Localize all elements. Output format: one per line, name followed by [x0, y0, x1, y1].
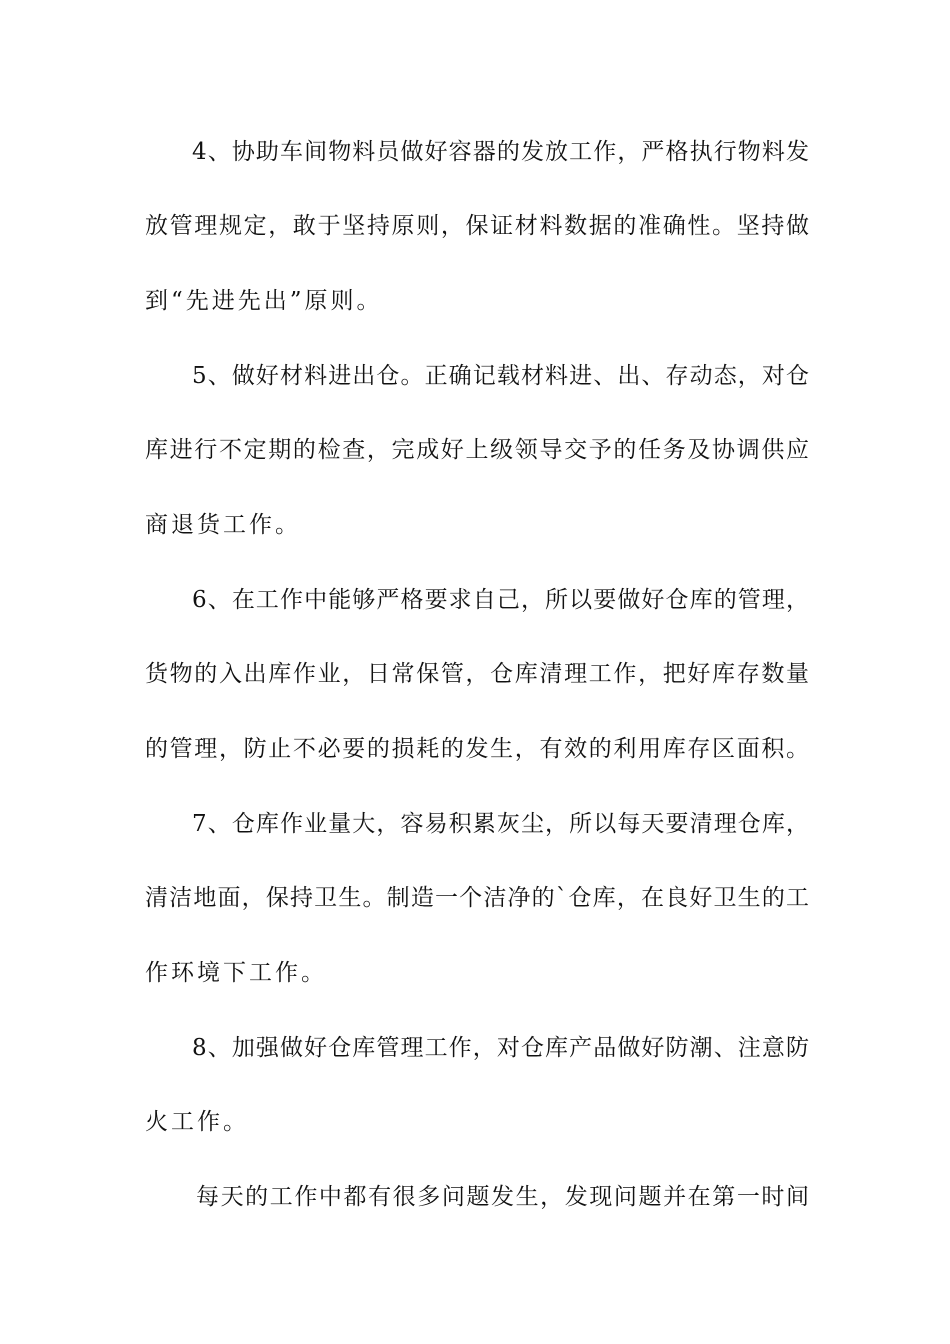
paragraph-7-line-3: 作环境下工作。 — [145, 960, 327, 986]
paragraph-4-line-3: 到“先进先出”原则。 — [145, 288, 383, 314]
paragraph-6-line-1: 6、在工作中能够严格要求自己，所以要做好仓库的管理， — [192, 587, 809, 613]
paragraph-7-line-1: 7、仓库作业量大，容易积累灰尘，所以每天要清理仓库， — [192, 811, 809, 837]
paragraph-5-line-1: 5、做好材料进出仓。正确记载材料进、出、存动态，对仓 — [192, 363, 809, 389]
paragraph-4-line-2: 放管理规定，敢于坚持原则，保证材料数据的准确性。坚持做 — [145, 213, 809, 239]
paragraph-9-line-1: 每天的工作中都有很多问题发生，发现问题并在第一时间 — [196, 1184, 809, 1210]
paragraph-8-line-1: 8、加强做好仓库管理工作，对仓库产品做好防潮、注意防 — [192, 1035, 809, 1061]
paragraph-7-line-2: 清洁地面，保持卫生。制造一个洁净的`仓库，在良好卫生的工 — [145, 885, 809, 911]
paragraph-5-line-2: 库进行不定期的检查，完成好上级领导交予的任务及协调供应 — [145, 437, 809, 463]
paragraph-4-line-1: 4、协助车间物料员做好容器的发放工作，严格执行物料发 — [192, 139, 809, 165]
paragraph-5-line-3: 商退货工作。 — [145, 512, 301, 538]
paragraph-8-line-2: 火工作。 — [145, 1109, 249, 1135]
paragraph-6-line-3: 的管理，防止不必要的损耗的发生，有效的利用库存区面积。 — [145, 736, 809, 762]
paragraph-6-line-2: 货物的入出库作业，日常保管，仓库清理工作，把好库存数量 — [145, 661, 809, 687]
